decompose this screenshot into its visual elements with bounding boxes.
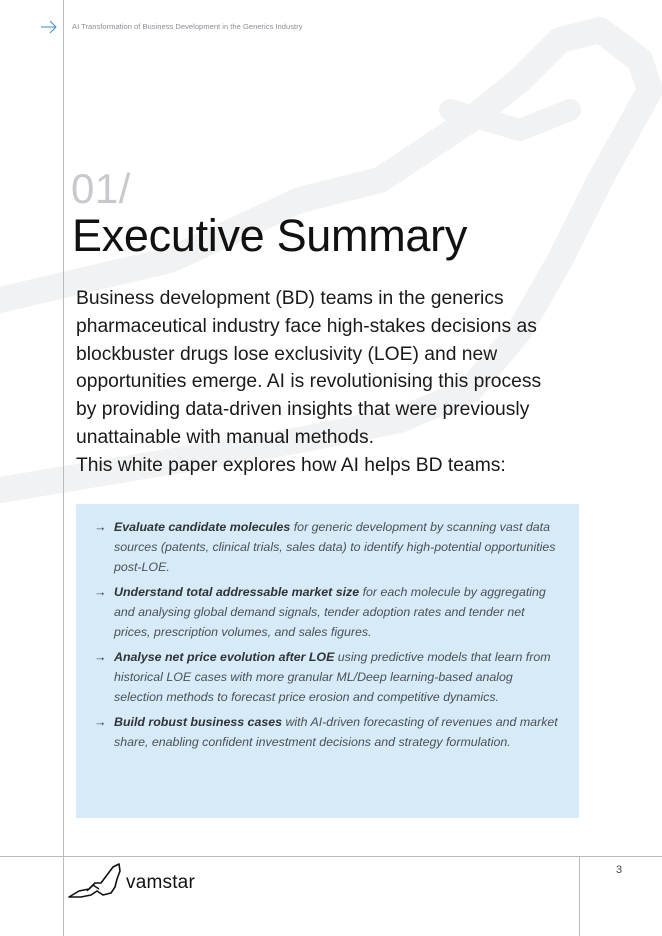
section-title: Executive Summary — [72, 210, 468, 261]
footer-rule — [0, 856, 662, 857]
list-item-text: using predictive models that learn from historical LOE cases with more granular ML/Deep learning-based analog selection methods to forecast price erosion and competitive dynamics. — [114, 650, 551, 704]
list-item-text: for each molecule by aggregating and analysing global demand signals, tender adoption rates and tender net prices, prescription volumes, and sales figures. — [114, 585, 546, 639]
left-margin-rule — [63, 0, 64, 936]
intro-paragraph: Business development (BD) teams in the generics pharmaceutical industry face high-stakes decisions as blockbuster drugs lose exclusivity (LOE) and new opportunities emerge. AI is revolutionising this process by providing data-driven insights that were previously unattainable with manual methods. — [76, 288, 542, 448]
arrow-bullet-icon: → — [94, 650, 107, 664]
list-item-heading: Build robust business cases — [114, 715, 283, 729]
list-item — [94, 582, 559, 642]
arrow-right-icon — [40, 19, 58, 35]
section-number: 01/ — [71, 165, 131, 212]
intro-text — [76, 285, 566, 480]
arrow-bullet-icon: → — [94, 585, 107, 599]
list-item — [94, 517, 559, 577]
list-item — [94, 712, 559, 752]
footer-divider — [579, 856, 580, 936]
list-item-heading: Analyse net price evolution after LOE — [114, 650, 335, 664]
list-item-heading: Understand total addressable market size — [114, 585, 360, 599]
list-item-text: for generic development by scanning vast data sources (patents, clinical trials, sales data) to identify high-potential opportunities post-LOE. — [114, 520, 556, 574]
arrow-bullet-icon: → — [94, 715, 107, 729]
callout-box — [76, 504, 579, 818]
list-item — [94, 647, 559, 707]
page-number: 3 — [616, 864, 623, 876]
benefit-list — [94, 517, 559, 757]
intro-lead-in: This white paper explores how AI helps BD teams: — [76, 454, 506, 476]
list-item-heading: Evaluate candidate molecules — [114, 520, 291, 534]
running-title: AI Transformation of Business Development in the Generics Industry — [72, 22, 303, 31]
list-item-text: with AI-driven forecasting of revenues and market share, enabling confident investment decisions and strategy formulation. — [114, 715, 558, 749]
brand-name: vamstar — [126, 872, 195, 893]
arrow-bullet-icon: → — [94, 520, 107, 534]
